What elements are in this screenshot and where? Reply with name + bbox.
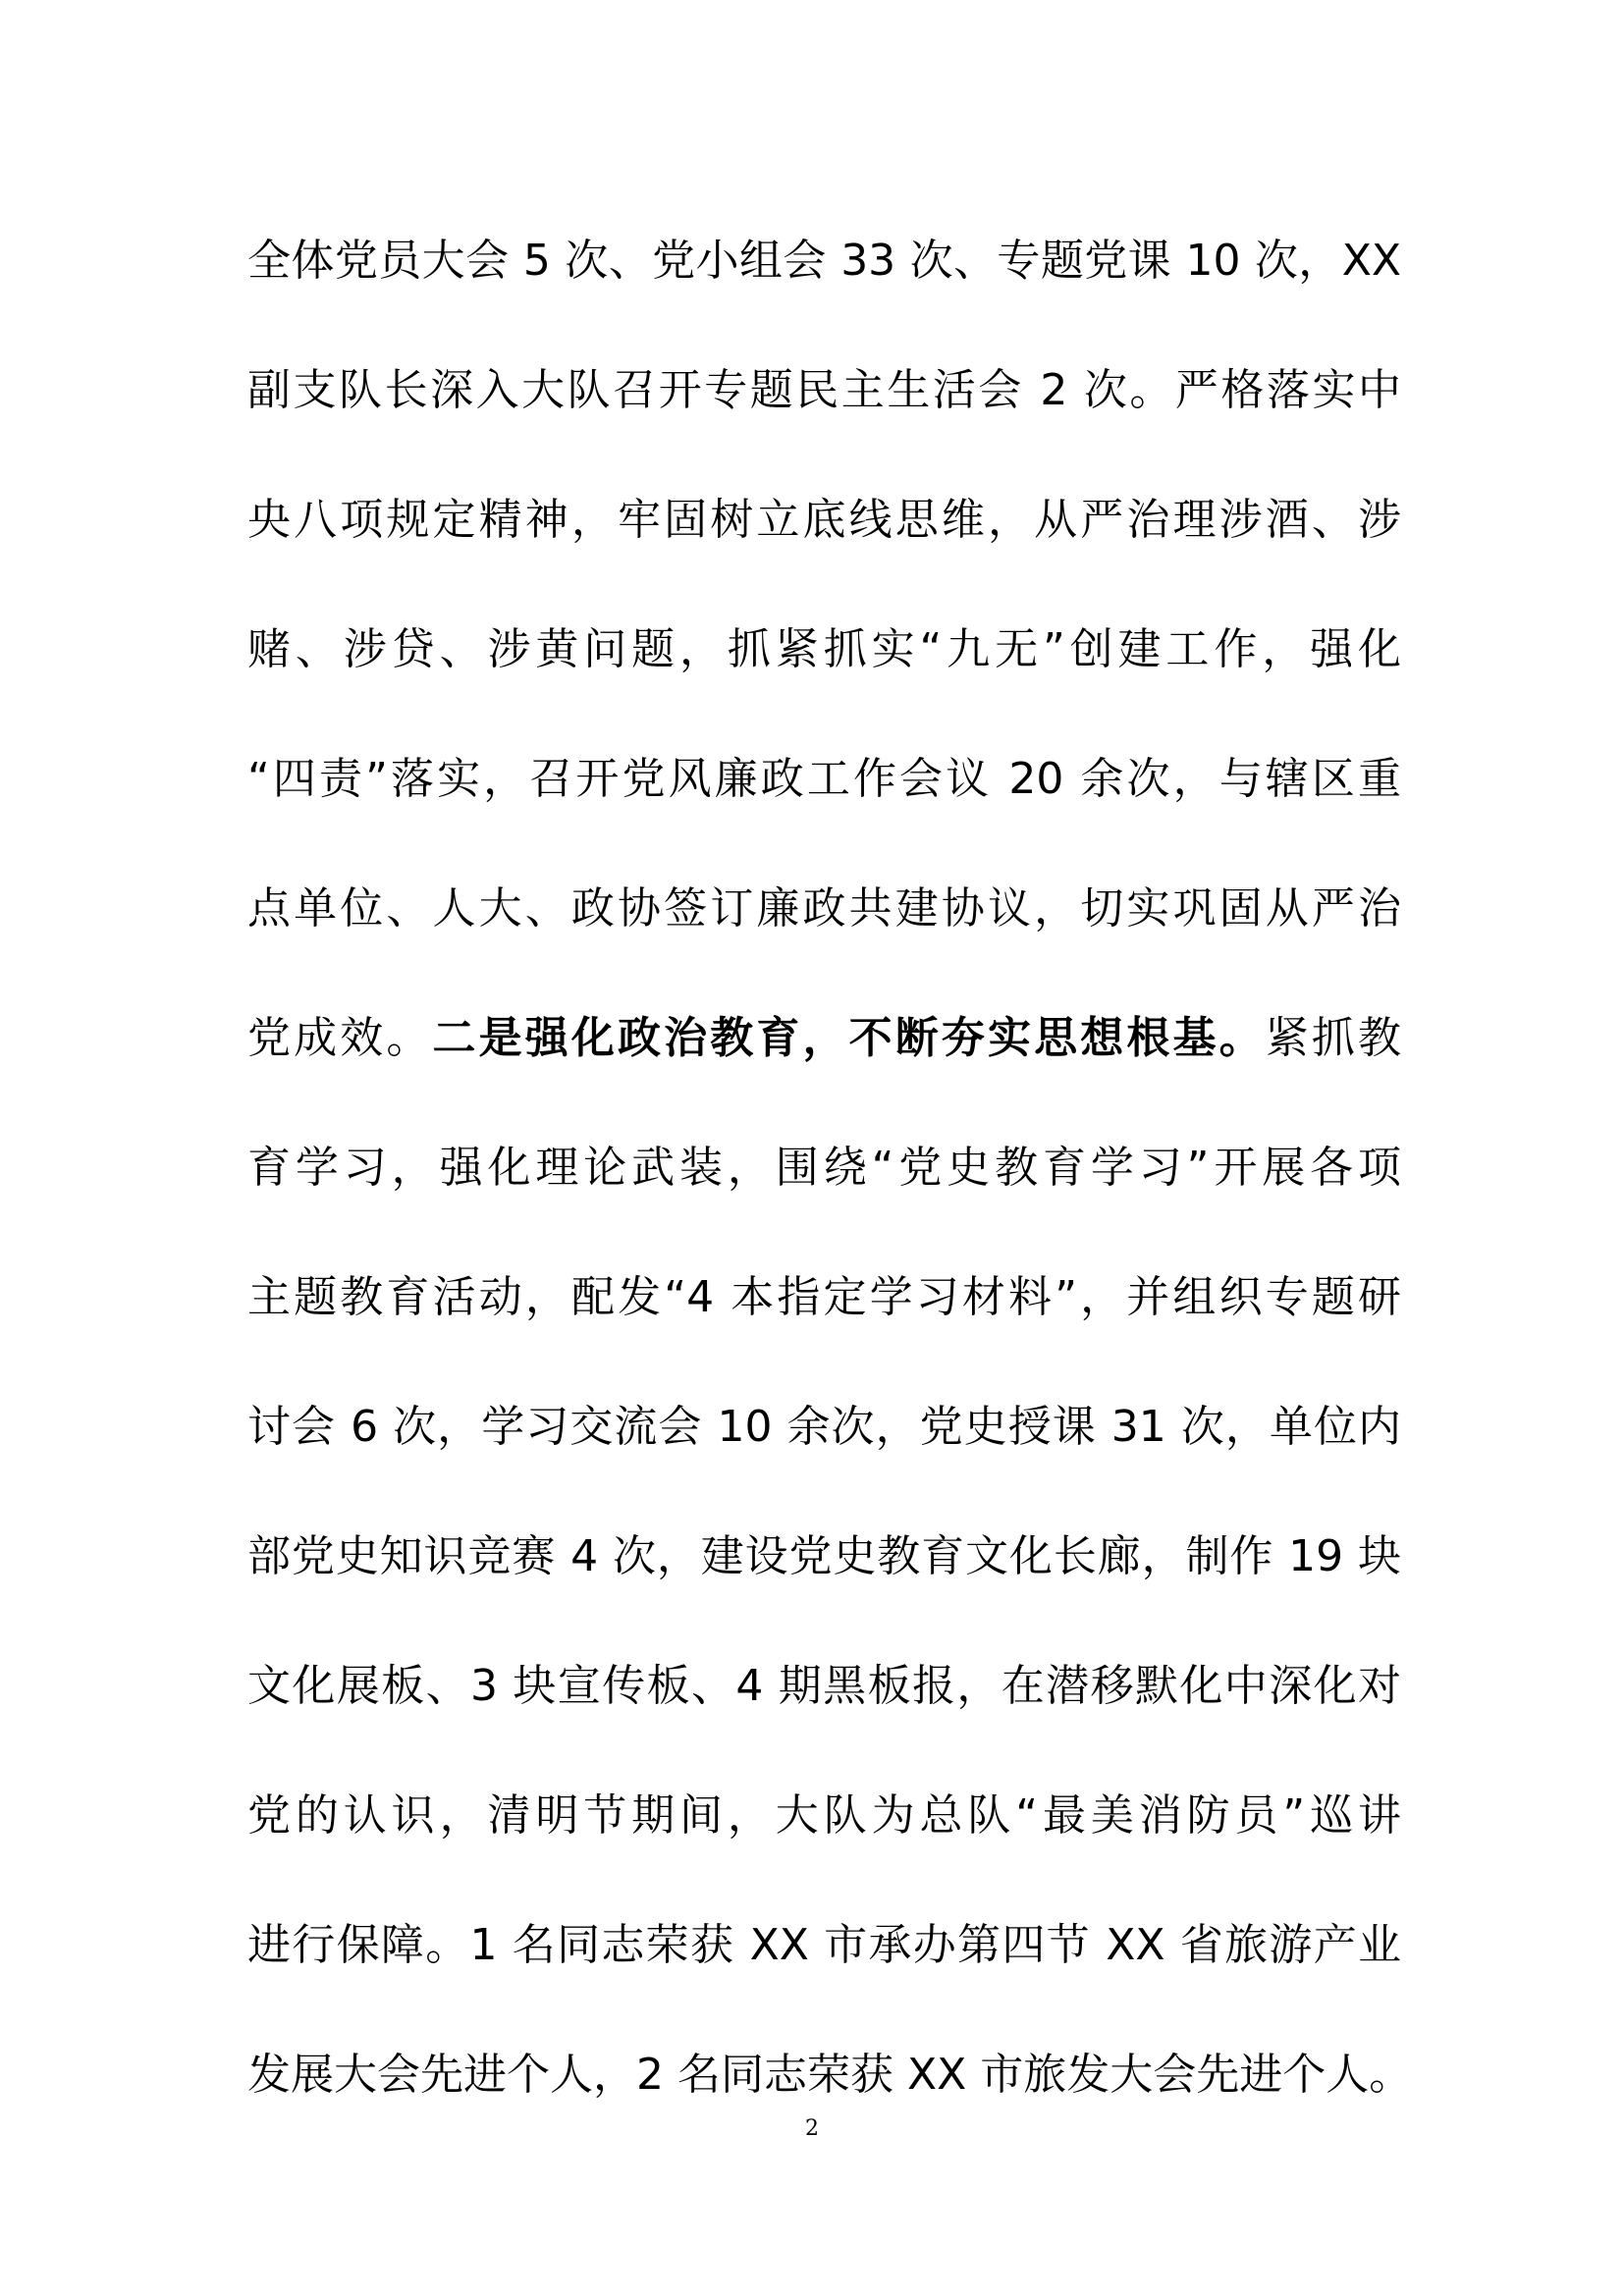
text-line-1: 全体党员大会 5 次、党小组会 33 次、专题党课 10 次，XX: [247, 236, 1401, 286]
text-line-7-end: 紧抓教: [1265, 1013, 1401, 1063]
page-number: 2: [805, 2116, 819, 2141]
text-line-11: 部党史知识竞赛 4 次，建设党史教育文化长廊，制作 19 块: [247, 1531, 1401, 1581]
text-line-5: “四责”落实，召开党风廉政工作会议 20 余次，与辖区重: [247, 754, 1401, 804]
text-line-12: 文化展板、3 块宣传板、4 期黑板报，在潜移默化中深化对: [247, 1661, 1401, 1711]
text-line-9: 主题教育活动，配发“4 本指定学习材料”，并组织专题研: [247, 1272, 1401, 1322]
text-line-2: 副支队长深入大队召开专题民主生活会 2 次。严格落实中: [247, 365, 1401, 415]
bold-heading-two: 二是强化政治教育，不断夯实思想根基。: [432, 1013, 1266, 1063]
text-line-3: 央八项规定精神，牢固树立底线思维，从严治理涉酒、涉: [247, 495, 1401, 545]
body-text: [247, 212, 1413, 2156]
text-line-10: 讨会 6 次，学习交流会 10 余次，党史授课 31 次，单位内: [247, 1402, 1401, 1452]
text-line-7-start: 党成效。: [247, 1013, 433, 1063]
text-line-15: 发展大会先进个人，2 名同志荣获 XX 市旅发大会先进个人。: [247, 2050, 1413, 2100]
text-line-13: 党的认识，清明节期间，大队为总队“最美消防员”巡讲: [247, 1790, 1401, 1841]
text-line-8: 育学习，强化理论武装，围绕“党史教育学习”开展各项: [247, 1143, 1401, 1193]
text-line-14: 进行保障。1 名同志荣获 XX 市承办第四节 XX 省旅游产业: [247, 1920, 1401, 1970]
text-line-4: 赌、涉贷、涉黄问题，抓紧抓实“九无”创建工作，强化: [247, 624, 1401, 674]
text-line-7: [247, 989, 1401, 1119]
text-line-6: 点单位、人大、政协签订廉政共建协议，切实巩固从严治: [247, 883, 1401, 934]
